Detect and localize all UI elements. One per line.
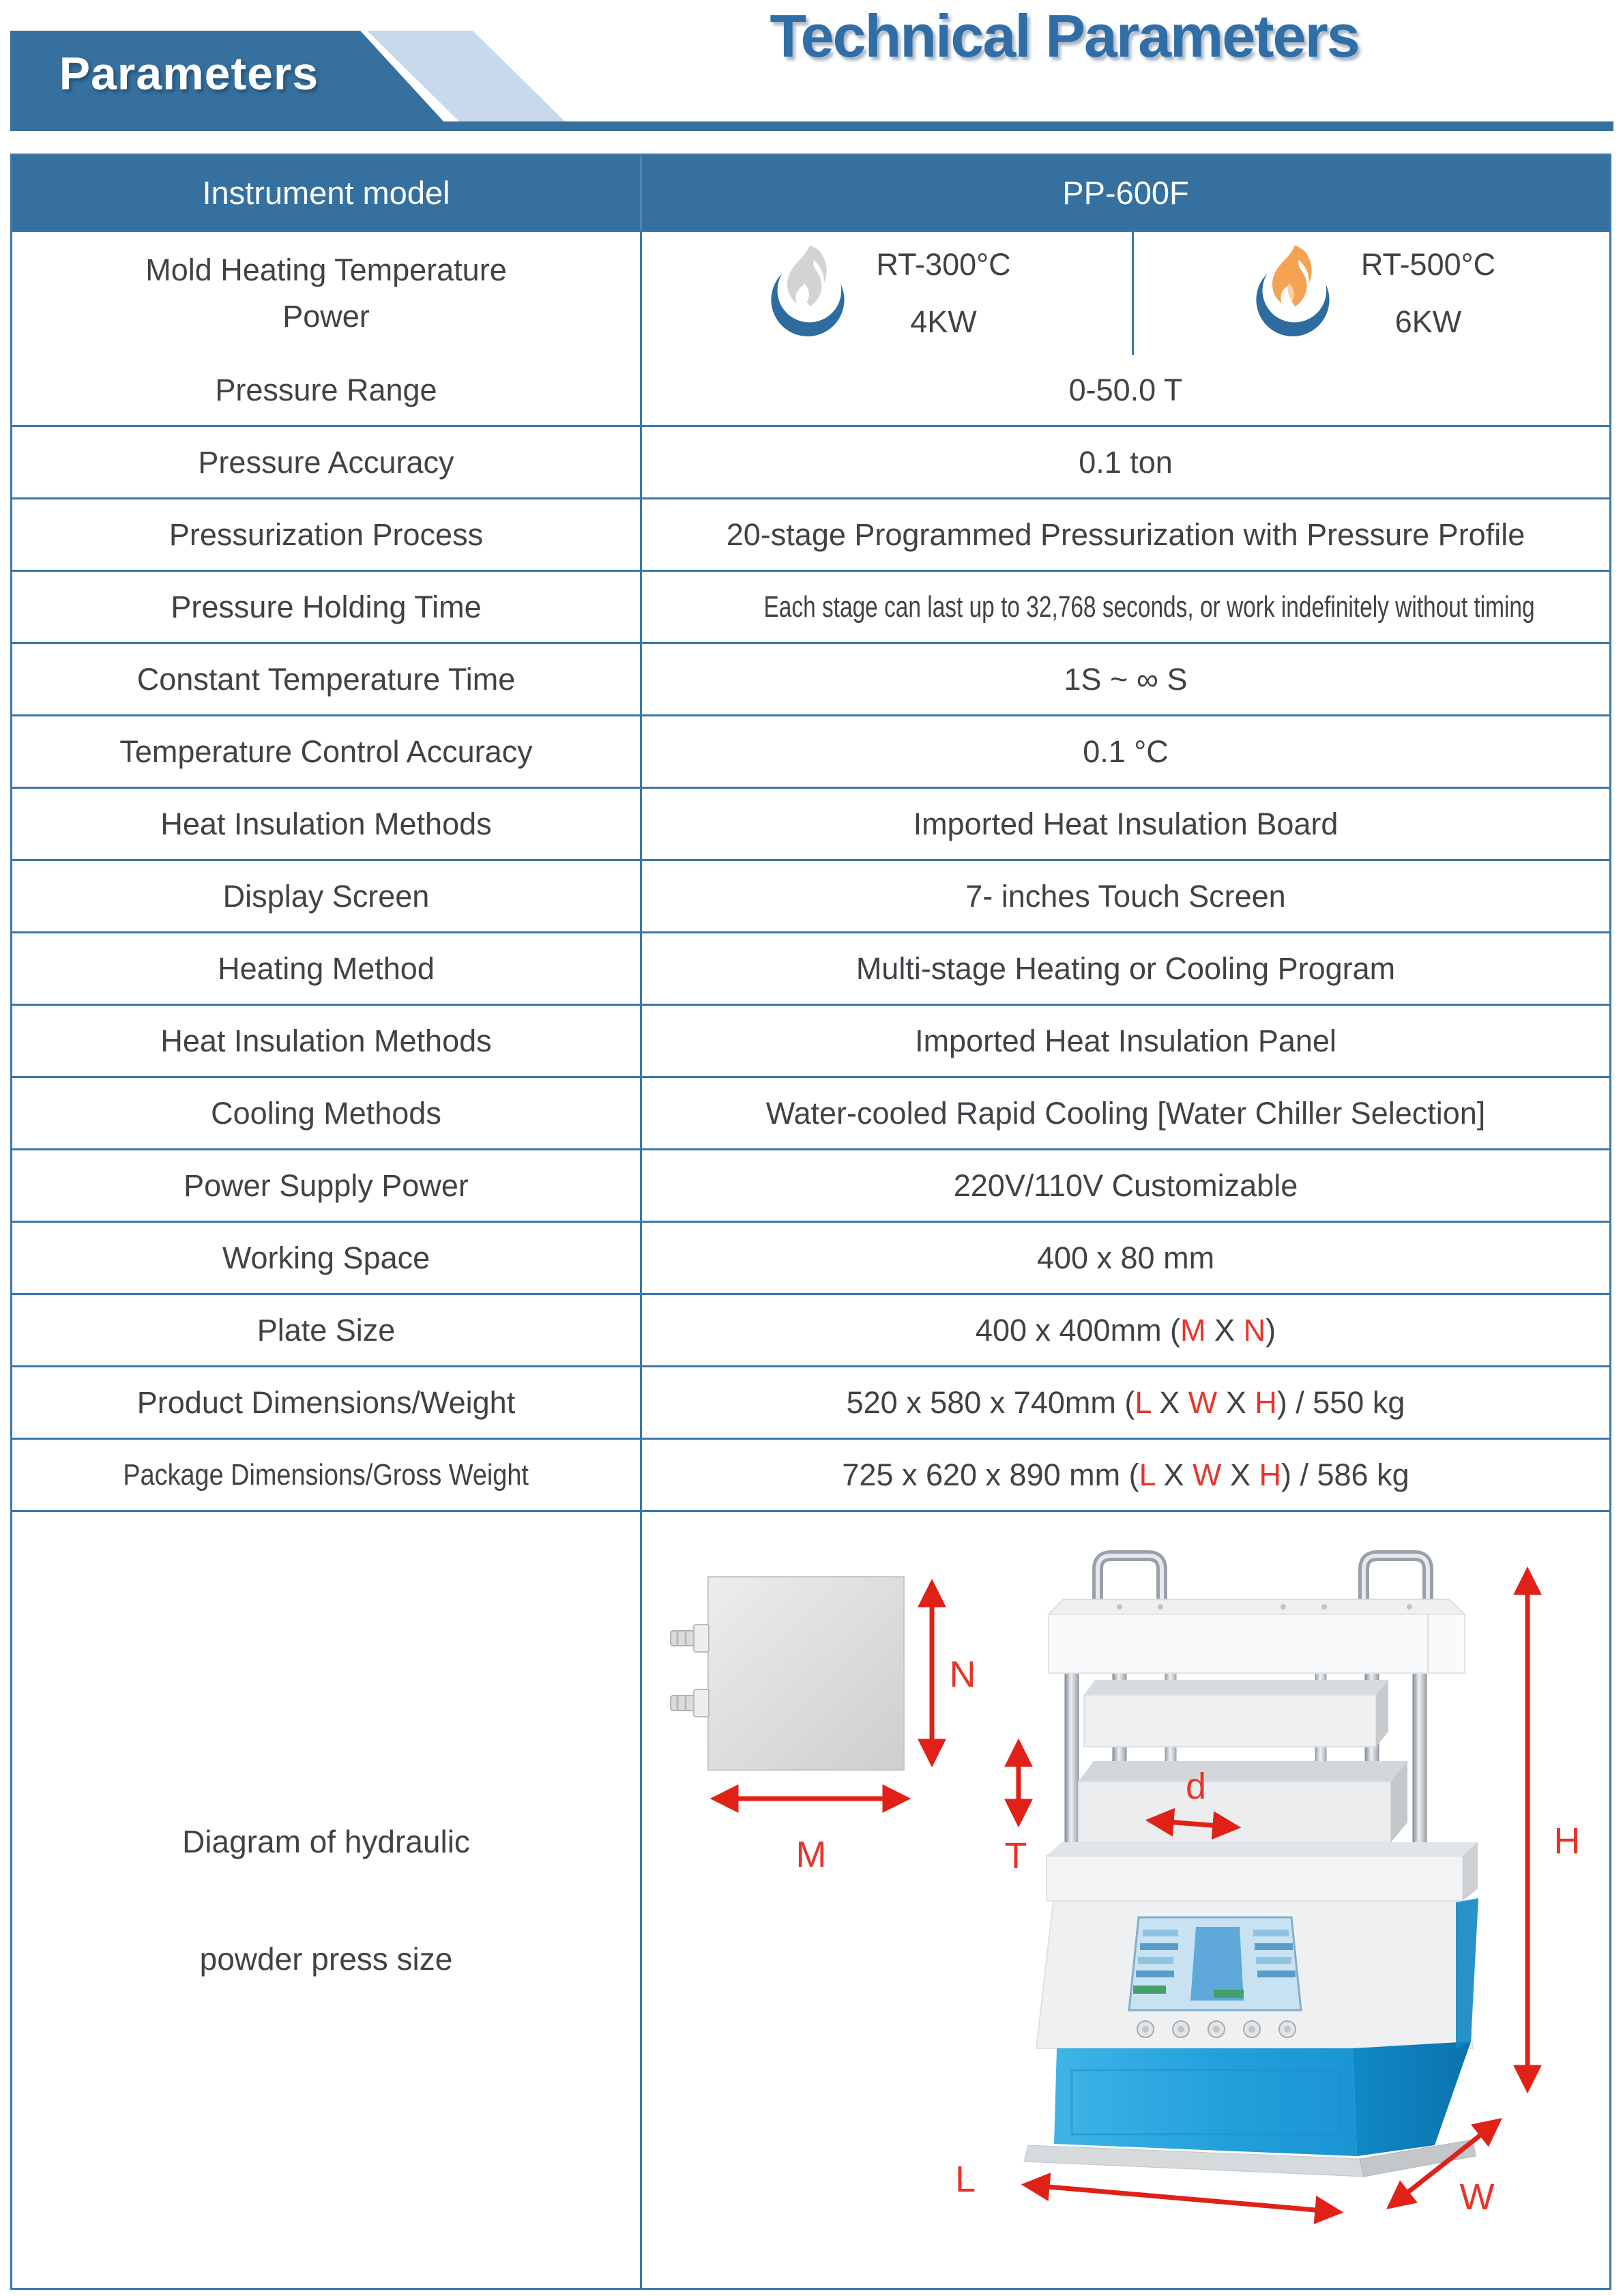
row-label: Pressure Accuracy [12, 427, 642, 497]
row-label: Package Dimensions/Gross Weight [12, 1440, 642, 1510]
table-row [12, 859, 1609, 931]
gray-flame-icon [763, 242, 853, 345]
red-dimension-letter: W [1192, 1457, 1222, 1492]
dim-label-m: M [795, 1834, 827, 1875]
row-label: Temperature Control Accuracy [12, 716, 642, 787]
red-dimension-letter: L [1139, 1457, 1155, 1492]
mold-power-6kw: 6KW [1394, 304, 1462, 339]
row-label: Heat Insulation Methods [12, 789, 642, 859]
table-row [12, 1221, 1609, 1293]
header-col-value: PP-600F [1062, 175, 1189, 211]
spec-table [10, 154, 1611, 2290]
table-row [12, 1076, 1609, 1148]
red-dimension-letter: M [1180, 1312, 1206, 1348]
row-value: 1S ~ ∞ S [1064, 661, 1188, 697]
header-col-model: Instrument model [12, 156, 642, 230]
row-value: 0.1 °C [1083, 733, 1169, 769]
press-machine-illustration [1024, 1556, 1478, 2177]
mold-values [642, 232, 1609, 355]
row-value: 0-50.0 T [1068, 372, 1183, 407]
row-value: 0.1 ton [1079, 444, 1173, 480]
row-value: 400 x 80 mm [1036, 1240, 1215, 1275]
row-value: Water-cooled Rapid Cooling [Water Chiller Selection] [765, 1095, 1486, 1131]
dim-label-n: N [949, 1654, 976, 1695]
row-label: Pressure Range [12, 355, 642, 425]
row-label: Product Dimensions/Weight [12, 1367, 642, 1438]
handle-icon [1098, 1556, 1428, 1602]
banner-underline [441, 121, 1613, 131]
table-row [12, 931, 1609, 1004]
table-header-row [12, 156, 1609, 230]
row-label [12, 1512, 642, 2288]
dim-label-l: L [954, 2159, 976, 2200]
red-dimension-letter: N [1243, 1312, 1266, 1348]
row-label: Display Screen [12, 861, 642, 931]
diagram-label-line1: Diagram of hydraulic [182, 1823, 470, 1859]
table-row [12, 1438, 1609, 1510]
row-value: 20-stage Programmed Pressurization with Pressure Profile [726, 517, 1525, 552]
row-value: Multi-stage Heating or Cooling Program [856, 950, 1396, 986]
row-value: 400 x 400mm (M X N) [975, 1312, 1276, 1348]
row-value: 7- inches Touch Screen [965, 878, 1286, 914]
mold-temp-500: RT-500°C [1360, 247, 1496, 282]
row-label [12, 232, 642, 355]
table-row [12, 642, 1609, 714]
table-row [12, 1148, 1609, 1221]
dim-label-t: T [1004, 1835, 1027, 1876]
standard-rows [12, 355, 1609, 1510]
row-value: 220V/110V Customizable [953, 1167, 1298, 1203]
row-label: Pressurization Process [12, 499, 642, 570]
table-row [12, 1293, 1609, 1365]
red-dimension-letter: W [1188, 1384, 1218, 1420]
row-value: 520 x 580 x 740mm (L X W X H) / 550 kg [846, 1384, 1405, 1420]
table-row [12, 497, 1609, 570]
mold-label-line2: Power [282, 299, 370, 334]
row-label: Pressure Holding Time [12, 572, 642, 642]
row-label: Cooling Methods [12, 1078, 642, 1148]
diagram-label-line2: powder press size [199, 1941, 453, 1977]
table-row [12, 787, 1609, 859]
red-dimension-letter: L [1135, 1384, 1151, 1420]
mold-cell-300 [642, 232, 1132, 355]
mold-label-line1: Mold Heating Temperature [145, 252, 507, 287]
row-label: Constant Temperature Time [12, 644, 642, 714]
dim-label-w: W [1459, 2177, 1495, 2218]
orange-flame-icon [1248, 242, 1338, 345]
table-row [12, 1004, 1609, 1076]
dim-label-d: d [1185, 1766, 1207, 1807]
row-value: Imported Heat Insulation Board [913, 806, 1339, 841]
row-value: Each stage can last up to 32,768 seconds, or work indefinitely without timing [763, 590, 1535, 624]
red-dimension-letter: H [1259, 1457, 1281, 1492]
page-title: Technical Parameters [770, 2, 1359, 70]
table-row [12, 355, 1609, 425]
diagram-row [12, 1510, 1609, 2288]
mold-temp-300: RT-300°C [876, 247, 1011, 282]
diagram-cell [642, 1512, 1609, 2288]
table-row [12, 714, 1609, 787]
row-value: 725 x 620 x 890 mm (L X W X H) / 586 kg [842, 1457, 1409, 1492]
heating-plate-illustration [671, 1577, 904, 1770]
row-label: Heat Insulation Methods [12, 1006, 642, 1076]
row-value: Imported Heat Insulation Panel [915, 1023, 1336, 1058]
mold-heating-row [12, 230, 1609, 355]
table-row [12, 1365, 1609, 1438]
table-row [12, 570, 1609, 642]
row-label: Plate Size [12, 1295, 642, 1365]
banner-label: Parameters [59, 48, 319, 100]
table-row [12, 425, 1609, 497]
row-label: Power Supply Power [12, 1150, 642, 1221]
mold-cell-500 [1132, 232, 1609, 355]
dim-label-h: H [1553, 1820, 1581, 1861]
row-label: Heating Method [12, 933, 642, 1004]
touch-screen [1129, 1917, 1301, 2010]
row-label: Working Space [12, 1223, 642, 1293]
red-dimension-letter: H [1255, 1384, 1277, 1420]
mold-power-4kw: 4KW [910, 304, 977, 339]
hydraulic-press-diagram [642, 1512, 1609, 2288]
